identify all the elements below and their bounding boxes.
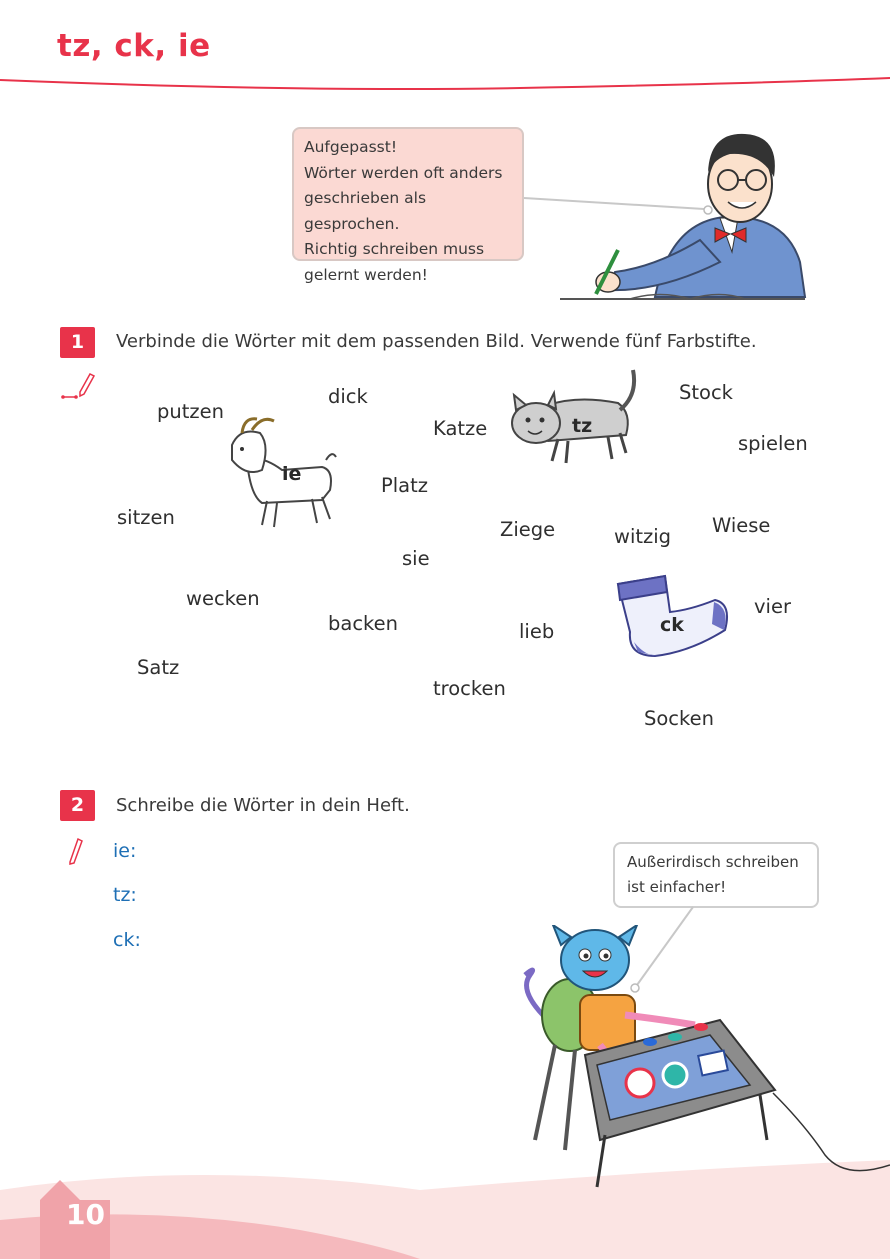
bubble-line: gelernt werden!	[304, 265, 428, 284]
word-item[interactable]: lieb	[519, 620, 555, 643]
cat-label: tz	[572, 415, 593, 437]
word-item[interactable]: Platz	[381, 474, 429, 497]
bubble-line: ist einfacher!	[627, 878, 727, 896]
word-item[interactable]: Ziege	[500, 518, 556, 541]
word-item[interactable]: putzen	[157, 400, 224, 423]
word-item[interactable]: trocken	[433, 677, 506, 700]
task-2-instruction: Schreibe die Wörter in dein Heft.	[116, 795, 410, 816]
connect-pencil-icon	[60, 370, 96, 402]
word-item[interactable]: backen	[328, 612, 399, 635]
sock-label: ck	[660, 614, 684, 636]
word-item[interactable]: wecken	[186, 587, 260, 610]
word-item[interactable]: witzig	[614, 525, 672, 548]
pencil-icon	[64, 836, 86, 866]
bubble-line: geschrieben als gesprochen.	[304, 189, 427, 233]
word-item[interactable]: Socken	[644, 707, 714, 730]
category-label-ck: ck:	[113, 929, 141, 951]
word-item[interactable]: dick	[328, 385, 368, 408]
alien-illustration	[505, 925, 890, 1195]
word-item[interactable]: sie	[402, 547, 430, 570]
page-title: tz, ck, ie	[57, 28, 211, 64]
word-item[interactable]: Wiese	[712, 514, 771, 537]
header-divider	[0, 70, 890, 100]
page-number: 10	[66, 1198, 105, 1231]
bubble-line: Wörter werden oft anders	[304, 163, 503, 182]
teacher-speech-bubble	[292, 127, 524, 284]
word-item[interactable]: vier	[754, 595, 791, 618]
category-label-ie: ie:	[113, 840, 137, 862]
goat-label: ie	[282, 463, 302, 485]
word-item[interactable]: Katze	[433, 417, 488, 440]
word-item[interactable]: Satz	[137, 656, 180, 679]
task-1-number: 1	[60, 327, 95, 358]
word-item[interactable]: spielen	[738, 432, 808, 455]
teacher-illustration	[560, 122, 810, 302]
word-item[interactable]: sitzen	[117, 506, 175, 529]
task-1-instruction: Verbinde die Wörter mit dem passenden Bild. Verwende fünf Farbstifte.	[116, 331, 757, 352]
word-item[interactable]: Stock	[679, 381, 733, 404]
bubble-line: Aufgepasst!	[304, 138, 398, 156]
bubble-line: Richtig schreiben muss	[304, 240, 485, 258]
bubble-line: Außerirdisch schreiben	[627, 853, 799, 871]
alien-speech-bubble	[613, 842, 819, 908]
task-2-number: 2	[60, 790, 95, 821]
category-label-tz: tz:	[113, 884, 137, 906]
